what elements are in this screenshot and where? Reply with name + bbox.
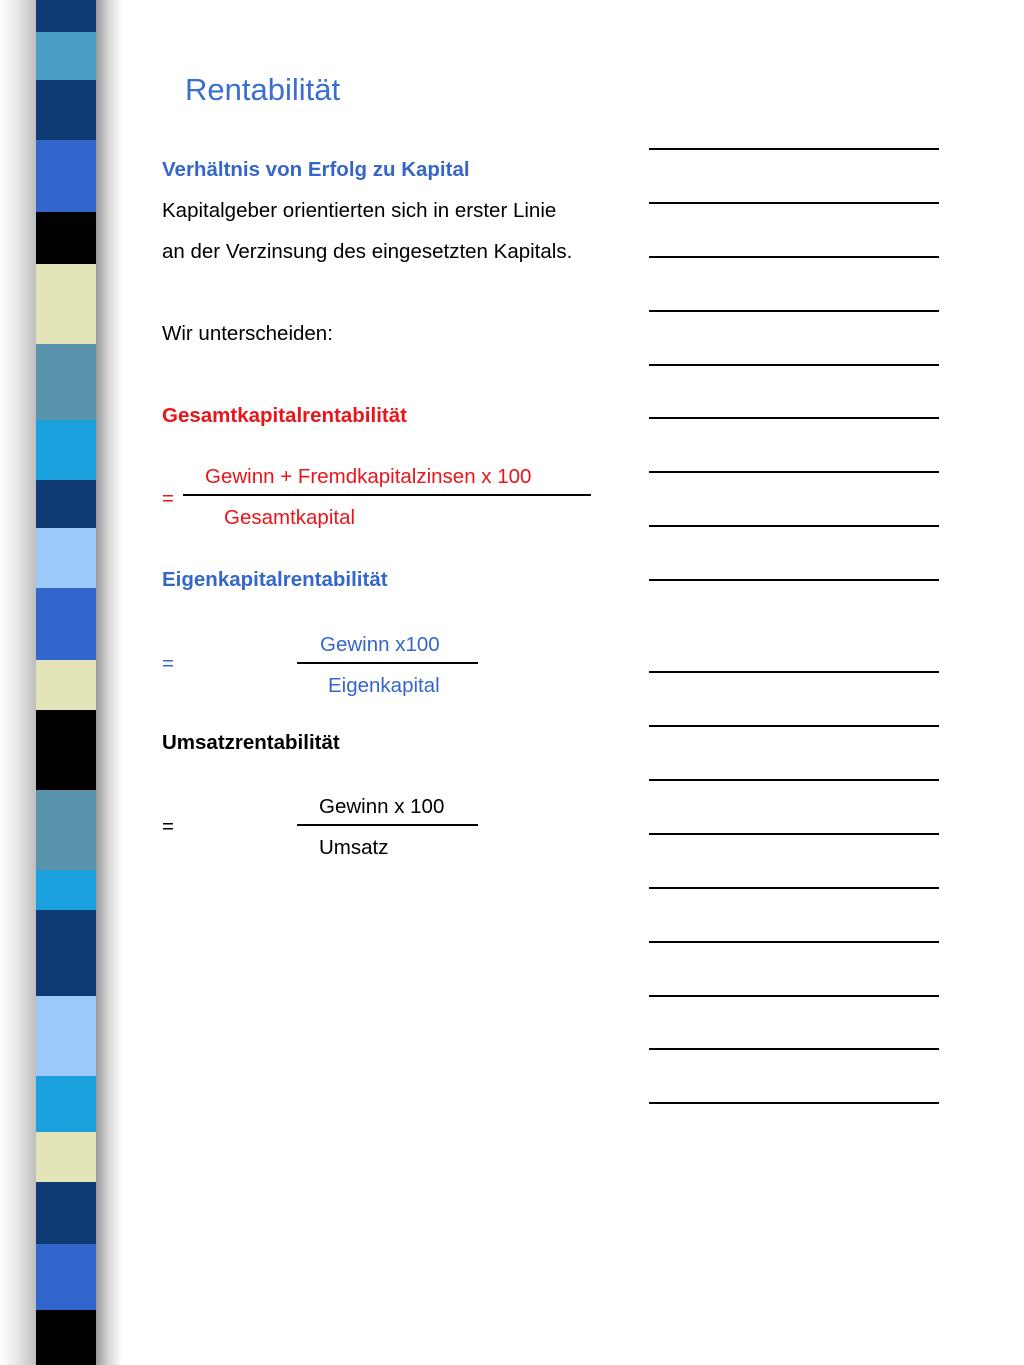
stripe-block [36, 80, 98, 140]
stripe-block [36, 1310, 98, 1365]
note-line [649, 471, 939, 473]
stripe-block [36, 0, 98, 32]
intro-line-2: an der Verzinsung des eingesetzten Kapitals. [162, 240, 573, 263]
stripe-block [36, 870, 98, 910]
note-line [649, 417, 939, 419]
stripe-block [36, 480, 98, 528]
stripe-block [36, 660, 98, 710]
formula-equals: = [162, 815, 174, 838]
intro-line-1: Kapitalgeber orientierten sich in erster Linie [162, 199, 557, 222]
note-line [649, 256, 939, 258]
decorative-stripe-border [0, 0, 130, 1365]
formula-denominator: Gesamtkapital [224, 506, 356, 529]
note-line [649, 1102, 939, 1104]
note-line [649, 525, 939, 527]
stripe-block [36, 32, 98, 80]
stripe-block [36, 996, 98, 1076]
stripe-block [36, 710, 98, 790]
formula-numerator: Gewinn x100 [320, 633, 440, 656]
section-heading-gesamtkapital: Gesamtkapitalrentabilität [162, 404, 407, 427]
stripe-block [36, 140, 98, 212]
note-line [649, 941, 939, 943]
note-line [649, 364, 939, 366]
stripe-block [36, 528, 98, 588]
fraction-line [297, 824, 478, 826]
note-line [649, 887, 939, 889]
stripe-block [36, 1076, 98, 1132]
stripe-block [36, 1182, 98, 1244]
page-title: Rentabilität [185, 72, 341, 107]
formula-numerator: Gewinn + Fremdkapitalzinsen x 100 [205, 465, 532, 488]
note-line [649, 779, 939, 781]
fraction-line [297, 662, 478, 664]
stripe-block [36, 212, 98, 264]
stripe-block [36, 344, 98, 420]
stripe-block [36, 1244, 98, 1310]
stripe-block [36, 588, 98, 660]
stripe-block [36, 420, 98, 480]
fraction-line [183, 494, 591, 496]
note-line [649, 1048, 939, 1050]
note-line [649, 579, 939, 581]
formula-denominator: Eigenkapital [328, 674, 440, 697]
stripe-block [36, 910, 98, 996]
note-line [649, 833, 939, 835]
note-line [649, 671, 939, 673]
section-heading-eigenkapital: Eigenkapitalrentabilität [162, 568, 388, 591]
note-line [649, 725, 939, 727]
note-line [649, 310, 939, 312]
section-heading-umsatz: Umsatzrentabilität [162, 731, 340, 754]
intro-heading: Verhältnis von Erfolg zu Kapital [162, 158, 470, 181]
stripe-block [36, 264, 98, 344]
formula-denominator: Umsatz [319, 836, 389, 859]
stripe-block [36, 790, 98, 870]
note-line [649, 202, 939, 204]
formula-equals: = [162, 652, 174, 675]
formula-equals: = [162, 487, 174, 510]
stripe-shadow-left [0, 0, 38, 1365]
distinguish-label: Wir unterscheiden: [162, 322, 333, 345]
stripe-block [36, 1132, 98, 1182]
stripe-shadow-right [96, 0, 122, 1365]
note-line [649, 148, 939, 150]
formula-numerator: Gewinn x 100 [319, 795, 445, 818]
note-line [649, 995, 939, 997]
